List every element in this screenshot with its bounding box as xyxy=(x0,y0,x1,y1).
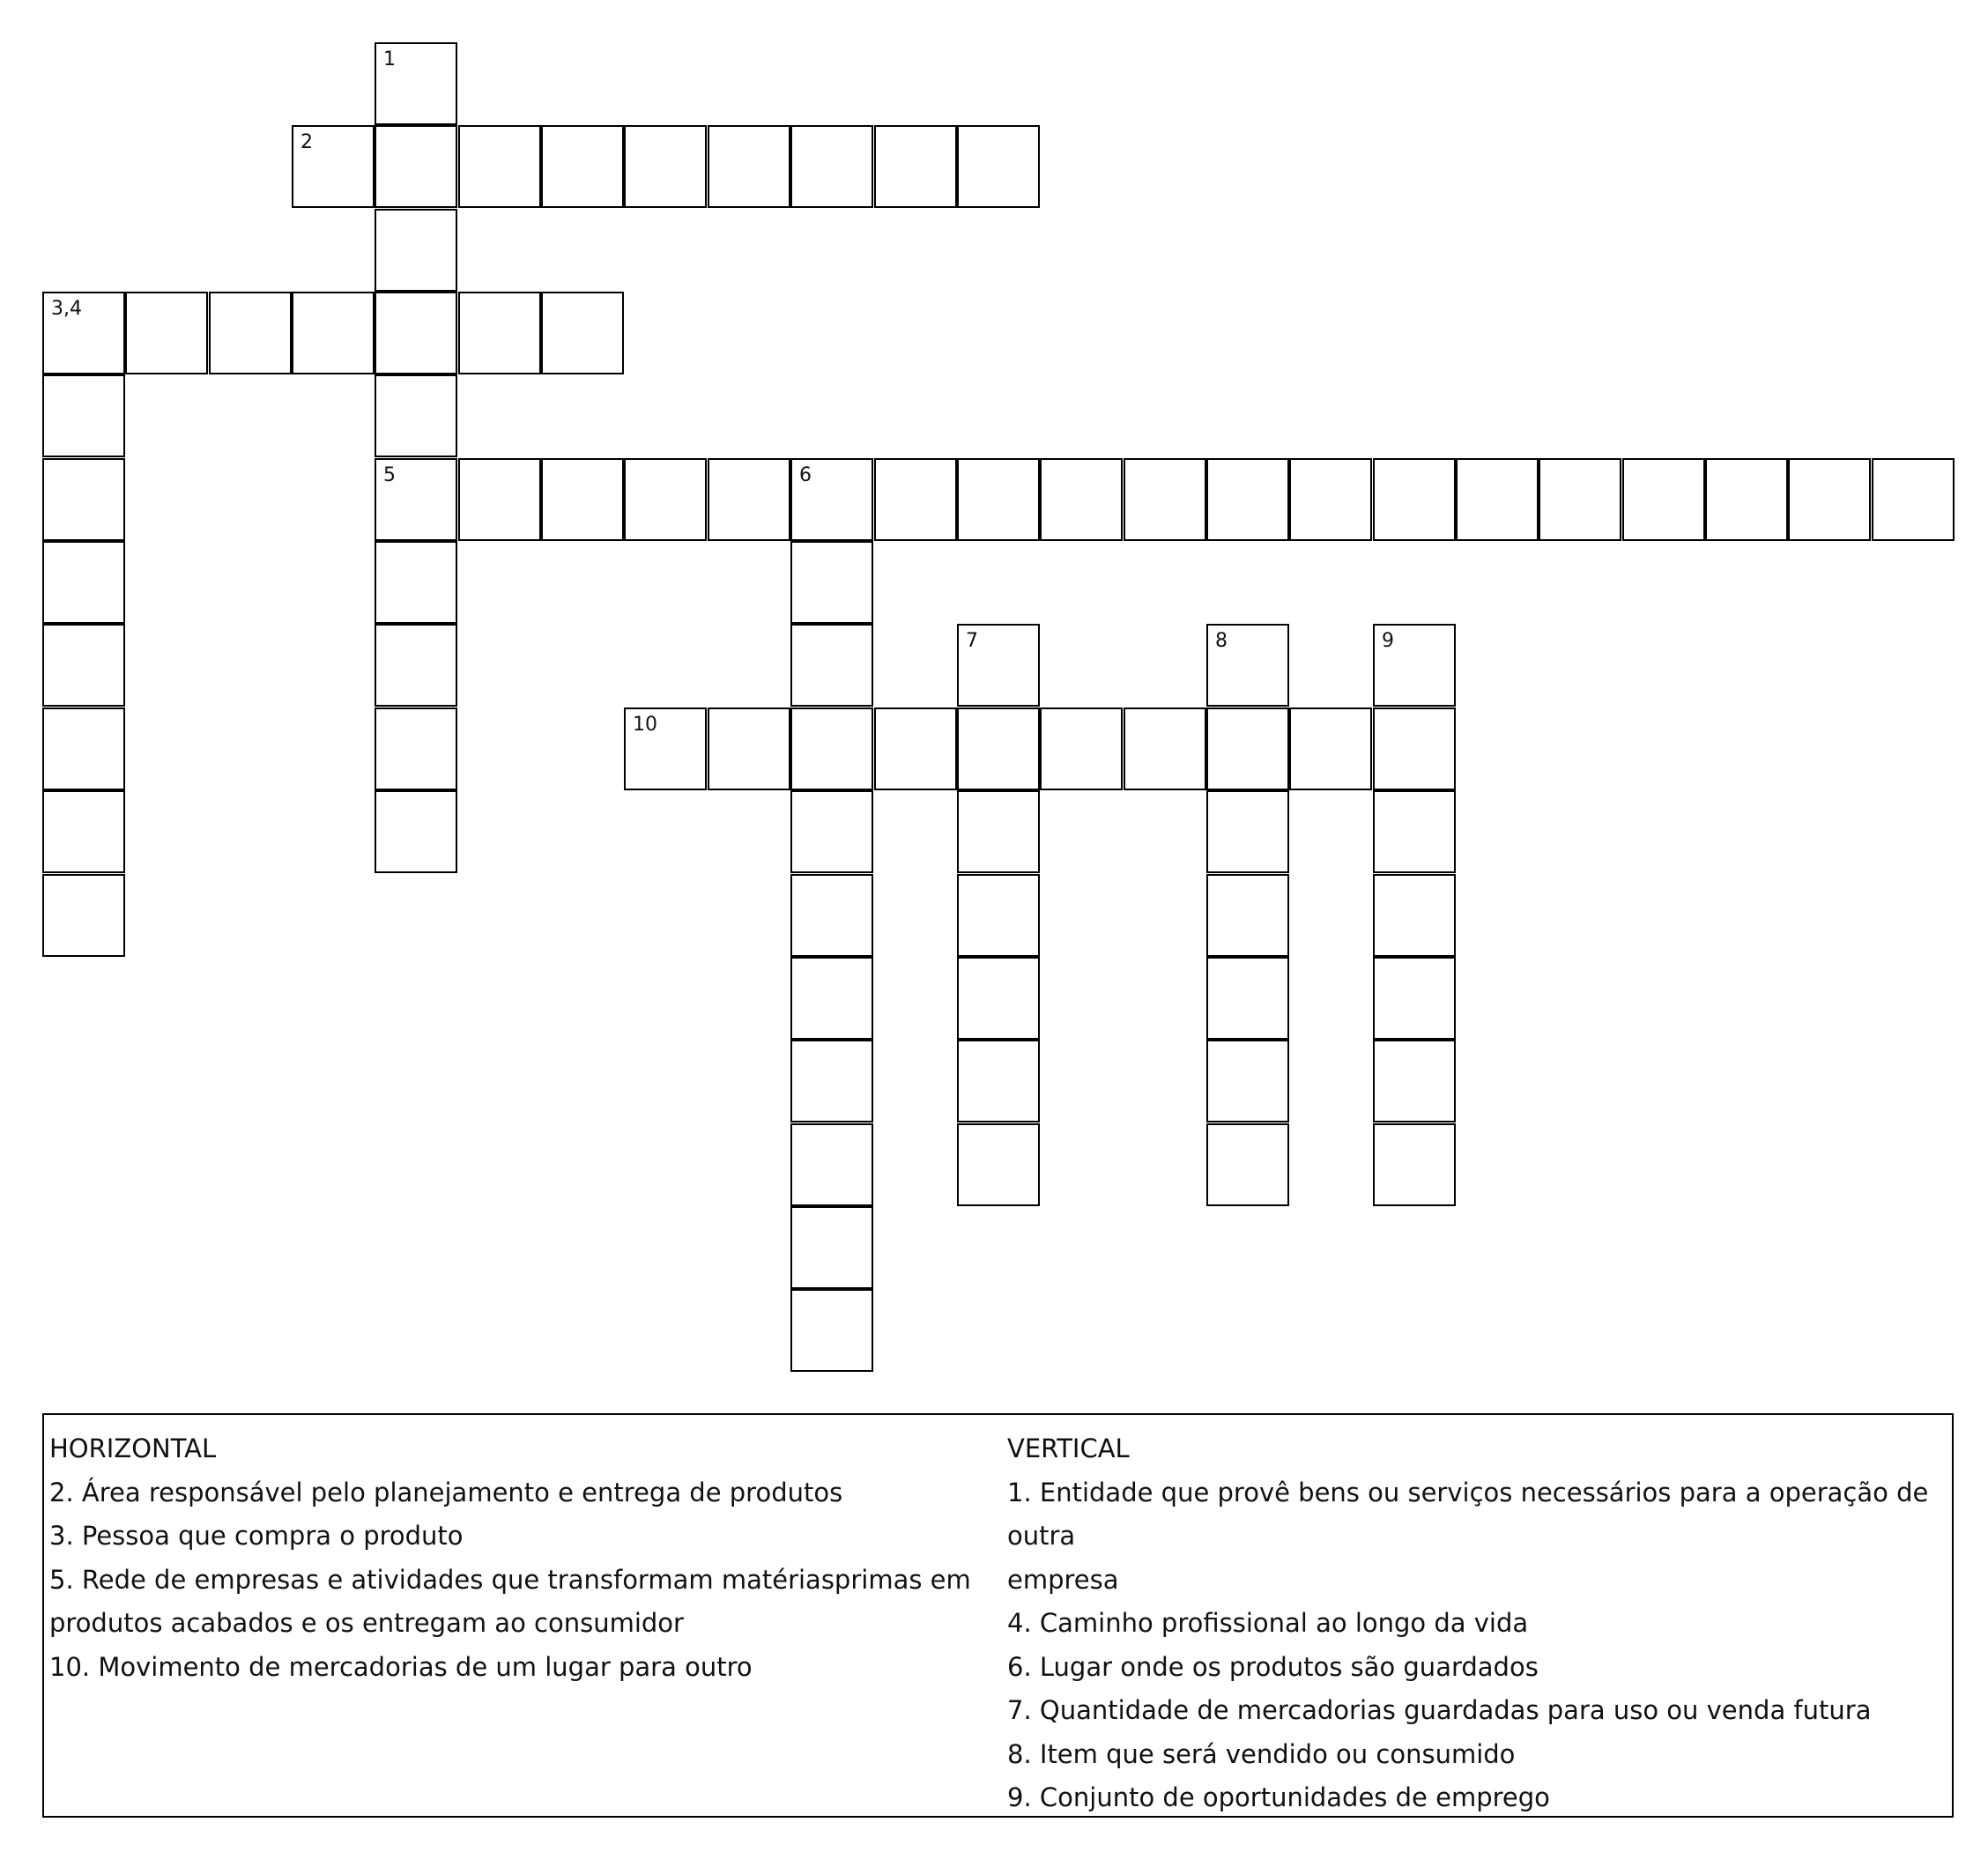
grid-cell[interactable] xyxy=(458,292,541,374)
grid-cell[interactable] xyxy=(874,125,957,208)
grid-cell[interactable] xyxy=(790,707,873,790)
horizontal-clue: produtos acabados e os entregam ao consumidor xyxy=(49,1608,684,1638)
grid-cell[interactable] xyxy=(1373,1123,1456,1206)
grid-cell[interactable] xyxy=(957,957,1040,1040)
grid-cell[interactable] xyxy=(1206,707,1289,790)
vertical-clue: 8. Item que será vendido ou consumido xyxy=(1007,1738,1516,1769)
clue-number: 7 xyxy=(966,630,978,652)
grid-cell[interactable] xyxy=(790,624,873,707)
grid-cell[interactable] xyxy=(375,790,457,873)
grid-cell[interactable] xyxy=(42,874,125,957)
grid-cell[interactable] xyxy=(42,790,125,873)
grid-cell[interactable] xyxy=(1373,624,1456,707)
vertical-clue: empresa xyxy=(1007,1564,1119,1595)
grid-cell[interactable] xyxy=(458,458,541,541)
grid-cell[interactable] xyxy=(42,541,125,624)
grid-cell[interactable] xyxy=(375,458,457,541)
grid-cell[interactable] xyxy=(1373,458,1456,541)
grid-cell[interactable] xyxy=(790,1289,873,1372)
grid-cell[interactable] xyxy=(1373,790,1456,873)
grid-cell[interactable] xyxy=(790,957,873,1040)
grid-cell[interactable] xyxy=(292,292,375,374)
grid-cell[interactable] xyxy=(1206,1040,1289,1122)
grid-cell[interactable] xyxy=(624,125,707,208)
grid-cell[interactable] xyxy=(1206,874,1289,957)
clue-number: 10 xyxy=(633,714,657,736)
horizontal-clue: 5. Rede de empresas e atividades que transformam matériasprimas em xyxy=(49,1564,971,1595)
grid-cell[interactable] xyxy=(790,1123,873,1206)
grid-cell[interactable] xyxy=(1539,458,1621,541)
clue-number: 2 xyxy=(300,131,313,153)
grid-cell[interactable] xyxy=(375,42,457,125)
grid-cell[interactable] xyxy=(1124,458,1206,541)
grid-cell[interactable] xyxy=(375,292,457,374)
grid-cell[interactable] xyxy=(375,125,457,208)
grid-cell[interactable] xyxy=(1040,458,1123,541)
grid-cell[interactable] xyxy=(541,125,624,208)
grid-cell[interactable] xyxy=(790,1040,873,1122)
grid-cell[interactable] xyxy=(790,874,873,957)
grid-cell[interactable] xyxy=(957,707,1040,790)
clue-number: 9 xyxy=(1382,630,1394,652)
clue-number: 6 xyxy=(799,464,812,486)
grid-cell[interactable] xyxy=(541,458,624,541)
grid-cell[interactable] xyxy=(1373,874,1456,957)
vertical-title: VERTICAL xyxy=(1007,1433,1130,1463)
horizontal-clue: 10. Movimento de mercadorias de um lugar para outro xyxy=(49,1651,753,1682)
grid-cell[interactable] xyxy=(1206,1123,1289,1206)
grid-cell[interactable] xyxy=(708,125,790,208)
grid-cell[interactable] xyxy=(790,1206,873,1289)
grid-cell[interactable] xyxy=(1206,624,1289,707)
grid-cell[interactable] xyxy=(957,1123,1040,1206)
clue-number: 5 xyxy=(383,464,396,486)
grid-cell[interactable] xyxy=(42,374,125,457)
clue-number: 3,4 xyxy=(51,298,82,320)
grid-cell[interactable] xyxy=(1206,458,1289,541)
vertical-clue: 4. Caminho profissional ao longo da vida xyxy=(1007,1608,1529,1638)
grid-cell[interactable] xyxy=(790,541,873,624)
grid-cell[interactable] xyxy=(790,125,873,208)
grid-cell[interactable] xyxy=(375,209,457,292)
grid-cell[interactable] xyxy=(874,707,957,790)
grid-cell[interactable] xyxy=(375,624,457,707)
grid-cell[interactable] xyxy=(1788,458,1871,541)
grid-cell[interactable] xyxy=(957,1040,1040,1122)
grid-cell[interactable] xyxy=(1622,458,1705,541)
grid-cell[interactable] xyxy=(42,707,125,790)
grid-cell[interactable] xyxy=(1289,707,1372,790)
grid-cell[interactable] xyxy=(1040,707,1123,790)
grid-cell[interactable] xyxy=(708,707,790,790)
clue-number: 1 xyxy=(383,48,396,70)
grid-cell[interactable] xyxy=(790,458,873,541)
grid-cell[interactable] xyxy=(1373,1040,1456,1122)
grid-cell[interactable] xyxy=(957,874,1040,957)
vertical-clue: 6. Lugar onde os produtos são guardados xyxy=(1007,1651,1539,1682)
grid-cell[interactable] xyxy=(957,458,1040,541)
grid-cell[interactable] xyxy=(1373,957,1456,1040)
grid-cell[interactable] xyxy=(790,790,873,873)
horizontal-title: HORIZONTAL xyxy=(49,1433,217,1463)
grid-cell[interactable] xyxy=(209,292,292,374)
grid-cell[interactable] xyxy=(1124,707,1206,790)
grid-cell[interactable] xyxy=(1872,458,1955,541)
grid-cell[interactable] xyxy=(957,790,1040,873)
grid-cell[interactable] xyxy=(1289,458,1372,541)
horizontal-clue: 3. Pessoa que compra o produto xyxy=(49,1521,464,1551)
horizontal-clues xyxy=(49,1427,983,1689)
grid-cell[interactable] xyxy=(541,292,624,374)
grid-cell[interactable] xyxy=(375,707,457,790)
grid-cell[interactable] xyxy=(1206,957,1289,1040)
grid-cell[interactable] xyxy=(1705,458,1788,541)
grid-cell[interactable] xyxy=(874,458,957,541)
grid-cell[interactable] xyxy=(1373,707,1456,790)
grid-cell[interactable] xyxy=(42,292,125,374)
vertical-clue: 7. Quantidade de mercadorias guardadas para uso ou venda futura xyxy=(1007,1695,1872,1725)
grid-cell[interactable] xyxy=(1206,790,1289,873)
horizontal-clue: 2. Área responsável pelo planejamento e entrega de produtos xyxy=(49,1477,843,1508)
grid-cell[interactable] xyxy=(42,624,125,707)
grid-cell[interactable] xyxy=(42,458,125,541)
grid-cell[interactable] xyxy=(624,458,707,541)
grid-cell[interactable] xyxy=(375,541,457,624)
clues-box xyxy=(42,1413,1954,1818)
vertical-clues xyxy=(1007,1427,1941,1820)
clue-number: 8 xyxy=(1215,630,1228,652)
grid-cell[interactable] xyxy=(125,292,208,374)
grid-cell[interactable] xyxy=(292,125,375,208)
grid-cell[interactable] xyxy=(708,458,790,541)
vertical-clue: 9. Conjunto de oportunidades de emprego xyxy=(1007,1782,1550,1812)
grid-cell[interactable] xyxy=(957,624,1040,707)
vertical-clue: 1. Entidade que provê bens ou serviços necessários para a operação de outra xyxy=(1007,1477,1929,1551)
grid-cell[interactable] xyxy=(458,125,541,208)
grid-cell[interactable] xyxy=(375,374,457,457)
grid-cell[interactable] xyxy=(1456,458,1539,541)
grid-cell[interactable] xyxy=(957,125,1040,208)
grid-cell[interactable] xyxy=(624,707,707,790)
